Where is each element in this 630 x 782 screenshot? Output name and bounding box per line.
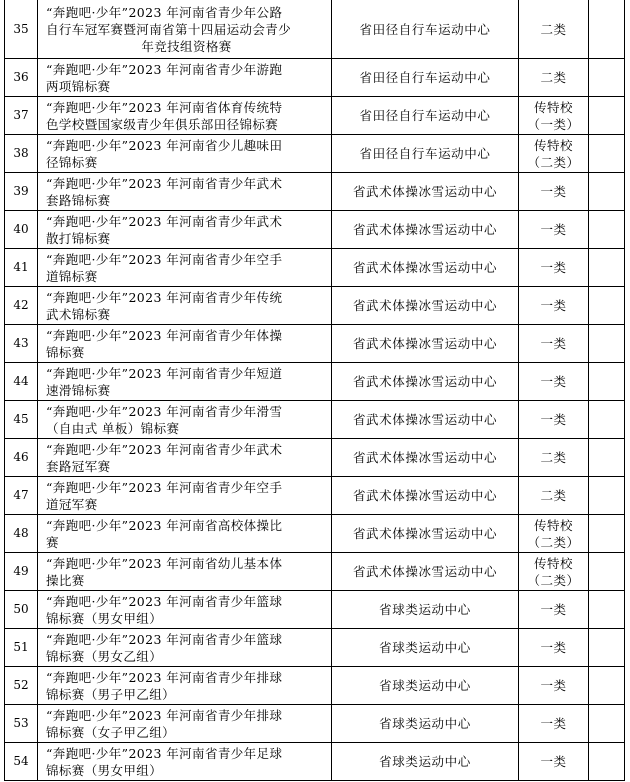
event-name-line: 武术锦标赛 bbox=[46, 306, 111, 322]
event-name-line: 锦标赛（男女乙组） bbox=[46, 648, 163, 664]
row-number: 37 bbox=[5, 97, 38, 135]
category-line: 二类 bbox=[540, 70, 567, 85]
event-name-line: 锦标赛 bbox=[46, 344, 85, 360]
row-number: 49 bbox=[5, 553, 38, 591]
remarks-cell bbox=[589, 173, 625, 211]
event-name-line: 道冠军赛 bbox=[46, 496, 98, 512]
event-name-line: 锦标赛（男女甲组） bbox=[46, 610, 163, 626]
event-name-line: 锦标赛（男子甲乙组） bbox=[46, 686, 176, 702]
event-name-line: 径锦标赛 bbox=[46, 154, 98, 170]
event-name-line: 锦标赛（女子甲乙组） bbox=[46, 724, 176, 740]
table-row bbox=[5, 439, 625, 477]
category-cell bbox=[519, 249, 589, 287]
event-name-cell bbox=[38, 553, 332, 591]
event-name-line: “奔跑吧·少年”2023 年河南省青少年武术 bbox=[46, 213, 283, 229]
organizer-cell: 省球类运动中心 bbox=[332, 667, 519, 705]
event-name-cell bbox=[38, 477, 332, 515]
row-number: 53 bbox=[5, 705, 38, 743]
event-name-cell bbox=[38, 249, 332, 287]
category-line: 一类 bbox=[540, 374, 567, 389]
remarks-cell bbox=[589, 135, 625, 173]
category-cell bbox=[519, 59, 589, 97]
category-cell bbox=[519, 439, 589, 477]
remarks-cell bbox=[589, 325, 625, 363]
category-cell bbox=[519, 0, 589, 59]
event-name-line: 两项锦标赛 bbox=[46, 78, 111, 94]
category-line: 一类 bbox=[540, 336, 567, 351]
table-row bbox=[5, 363, 625, 401]
category-cell bbox=[519, 135, 589, 173]
event-name-cell bbox=[38, 743, 332, 781]
row-number: 52 bbox=[5, 667, 38, 705]
category-line: 二类 bbox=[540, 488, 567, 503]
remarks-cell bbox=[589, 363, 625, 401]
row-number: 41 bbox=[5, 249, 38, 287]
organizer-cell: 省球类运动中心 bbox=[332, 705, 519, 743]
remarks-cell bbox=[589, 287, 625, 325]
organizer-cell: 省武术体操冰雪运动中心 bbox=[332, 363, 519, 401]
table-row bbox=[5, 629, 625, 667]
event-name-line: “奔跑吧·少年”2023 年河南省青少年传统 bbox=[46, 289, 283, 305]
row-number: 48 bbox=[5, 515, 38, 553]
organizer-cell: 省田径自行车运动中心 bbox=[332, 135, 519, 173]
organizer-cell: 省田径自行车运动中心 bbox=[332, 97, 519, 135]
category-line: （一类） bbox=[527, 116, 580, 132]
organizer-cell: 省武术体操冰雪运动中心 bbox=[332, 249, 519, 287]
organizer-cell: 省武术体操冰雪运动中心 bbox=[332, 553, 519, 591]
category-cell bbox=[519, 477, 589, 515]
category-cell bbox=[519, 287, 589, 325]
category-line: 一类 bbox=[540, 640, 567, 655]
event-name-line: “奔跑吧·少年”2023 年河南省青少年篮球 bbox=[46, 631, 283, 647]
category-cell bbox=[519, 211, 589, 249]
row-number: 36 bbox=[5, 59, 38, 97]
table-row bbox=[5, 325, 625, 363]
remarks-cell bbox=[589, 211, 625, 249]
table-row bbox=[5, 287, 625, 325]
row-number: 51 bbox=[5, 629, 38, 667]
category-line: 传特校 bbox=[533, 137, 573, 153]
category-line: （二类） bbox=[527, 572, 580, 588]
category-line: 传特校 bbox=[533, 517, 573, 533]
event-name-line: 锦标赛（男女甲组） bbox=[46, 762, 163, 778]
event-name-line: “奔跑吧·少年”2023 年河南省体育传统特 bbox=[46, 99, 283, 115]
organizer-cell: 省田径自行车运动中心 bbox=[332, 59, 519, 97]
category-line: 一类 bbox=[540, 298, 567, 313]
category-cell bbox=[519, 515, 589, 553]
category-line: 一类 bbox=[540, 754, 567, 769]
event-name-line: 散打锦标赛 bbox=[46, 230, 111, 246]
row-number: 40 bbox=[5, 211, 38, 249]
event-name-cell bbox=[38, 667, 332, 705]
table-row bbox=[5, 59, 625, 97]
event-name-line: 自行车冠军赛暨河南省第十四届运动会青少 bbox=[46, 21, 292, 37]
event-name-cell bbox=[38, 59, 332, 97]
table-row bbox=[5, 591, 625, 629]
event-name-cell bbox=[38, 591, 332, 629]
event-name-line: （自由式 单板）锦标赛 bbox=[46, 420, 180, 436]
event-name-line: “奔跑吧·少年”2023 年河南省幼儿基本体 bbox=[46, 555, 283, 571]
category-line: 一类 bbox=[540, 184, 567, 199]
event-name-line: “奔跑吧·少年”2023 年河南省青少年滑雪 bbox=[46, 403, 283, 419]
row-number: 54 bbox=[5, 743, 38, 781]
row-number: 38 bbox=[5, 135, 38, 173]
event-name-line: “奔跑吧·少年”2023 年河南省青少年游跑 bbox=[46, 61, 283, 77]
table-row bbox=[5, 0, 625, 59]
table-row bbox=[5, 553, 625, 591]
organizer-cell: 省武术体操冰雪运动中心 bbox=[332, 401, 519, 439]
event-name-line: 赛 bbox=[46, 534, 59, 550]
row-number: 42 bbox=[5, 287, 38, 325]
event-name-line: “奔跑吧·少年”2023 年河南省少儿趣味田 bbox=[46, 137, 283, 153]
event-name-line: 速滑锦标赛 bbox=[46, 382, 111, 398]
event-name-cell bbox=[38, 135, 332, 173]
remarks-cell bbox=[589, 97, 625, 135]
table-row bbox=[5, 135, 625, 173]
category-line: 二类 bbox=[540, 450, 567, 465]
organizer-cell: 省田径自行车运动中心 bbox=[332, 0, 519, 59]
event-name-cell bbox=[38, 363, 332, 401]
row-number: 35 bbox=[5, 0, 38, 59]
category-cell bbox=[519, 173, 589, 211]
row-number: 43 bbox=[5, 325, 38, 363]
category-line: 一类 bbox=[540, 716, 567, 731]
remarks-cell bbox=[589, 743, 625, 781]
category-line: 传特校 bbox=[533, 99, 573, 115]
event-name-line: “奔跑吧·少年”2023 年河南省青少年公路 bbox=[46, 4, 283, 20]
remarks-cell bbox=[589, 439, 625, 477]
organizer-cell: 省武术体操冰雪运动中心 bbox=[332, 477, 519, 515]
row-number: 46 bbox=[5, 439, 38, 477]
remarks-cell bbox=[589, 705, 625, 743]
remarks-cell bbox=[589, 477, 625, 515]
row-number: 47 bbox=[5, 477, 38, 515]
organizer-cell: 省球类运动中心 bbox=[332, 591, 519, 629]
remarks-cell bbox=[589, 553, 625, 591]
category-line: 一类 bbox=[540, 602, 567, 617]
category-cell bbox=[519, 363, 589, 401]
table-row bbox=[5, 743, 625, 781]
table-row bbox=[5, 705, 625, 743]
event-name-line: “奔跑吧·少年”2023 年河南省青少年空手 bbox=[46, 479, 283, 495]
event-name-cell bbox=[38, 515, 332, 553]
category-line: （二类） bbox=[527, 534, 580, 550]
table-row bbox=[5, 515, 625, 553]
category-cell bbox=[519, 553, 589, 591]
table-row bbox=[5, 97, 625, 135]
remarks-cell bbox=[589, 401, 625, 439]
category-line: 一类 bbox=[540, 260, 567, 275]
event-name-cell bbox=[38, 0, 332, 59]
event-name-line: “奔跑吧·少年”2023 年河南省青少年短道 bbox=[46, 365, 283, 381]
category-line: 二类 bbox=[540, 21, 567, 37]
category-line: （二类） bbox=[527, 154, 580, 170]
remarks-cell bbox=[589, 0, 625, 59]
event-name-line: “奔跑吧·少年”2023 年河南省青少年排球 bbox=[46, 669, 283, 685]
category-line: 一类 bbox=[540, 412, 567, 427]
event-name-line: “奔跑吧·少年”2023 年河南省青少年排球 bbox=[46, 707, 283, 723]
table-row bbox=[5, 249, 625, 287]
event-name-line: “奔跑吧·少年”2023 年河南省青少年武术 bbox=[46, 441, 283, 457]
remarks-cell bbox=[589, 249, 625, 287]
events-table bbox=[4, 0, 625, 781]
row-number: 44 bbox=[5, 363, 38, 401]
event-name-cell bbox=[38, 325, 332, 363]
organizer-cell: 省武术体操冰雪运动中心 bbox=[332, 173, 519, 211]
category-cell bbox=[519, 705, 589, 743]
event-name-cell bbox=[38, 439, 332, 477]
organizer-cell: 省球类运动中心 bbox=[332, 743, 519, 781]
category-line: 一类 bbox=[540, 222, 567, 237]
table-row bbox=[5, 173, 625, 211]
event-name-cell bbox=[38, 211, 332, 249]
event-name-line: “奔跑吧·少年”2023 年河南省青少年武术 bbox=[46, 175, 283, 191]
category-cell bbox=[519, 743, 589, 781]
event-name-line: “奔跑吧·少年”2023 年河南省高校体操比 bbox=[46, 517, 283, 533]
organizer-cell: 省球类运动中心 bbox=[332, 629, 519, 667]
table-row bbox=[5, 477, 625, 515]
category-cell bbox=[519, 629, 589, 667]
category-cell bbox=[519, 401, 589, 439]
event-name-cell bbox=[38, 287, 332, 325]
event-name-cell bbox=[38, 705, 332, 743]
remarks-cell bbox=[589, 629, 625, 667]
event-name-line: 套路锦标赛 bbox=[46, 192, 111, 208]
event-name-line: “奔跑吧·少年”2023 年河南省青少年篮球 bbox=[46, 593, 283, 609]
events-table-body bbox=[5, 0, 625, 781]
event-name-cell bbox=[38, 401, 332, 439]
event-name-cell bbox=[38, 629, 332, 667]
category-cell bbox=[519, 97, 589, 135]
event-name-cell bbox=[38, 173, 332, 211]
event-name-line: 道锦标赛 bbox=[46, 268, 98, 284]
row-number: 45 bbox=[5, 401, 38, 439]
organizer-cell: 省武术体操冰雪运动中心 bbox=[332, 211, 519, 249]
event-name-line: 色学校暨国家级青少年俱乐部田径锦标赛 bbox=[46, 116, 279, 132]
remarks-cell bbox=[589, 59, 625, 97]
category-cell bbox=[519, 591, 589, 629]
category-cell bbox=[519, 325, 589, 363]
row-number: 39 bbox=[5, 173, 38, 211]
table-row bbox=[5, 667, 625, 705]
event-name-cell bbox=[38, 97, 332, 135]
event-name-line: “奔跑吧·少年”2023 年河南省青少年足球 bbox=[46, 745, 283, 761]
category-line: 传特校 bbox=[533, 555, 573, 571]
organizer-cell: 省武术体操冰雪运动中心 bbox=[332, 325, 519, 363]
organizer-cell: 省武术体操冰雪运动中心 bbox=[332, 515, 519, 553]
remarks-cell bbox=[589, 515, 625, 553]
event-name-line: 操比赛 bbox=[46, 572, 85, 588]
remarks-cell bbox=[589, 667, 625, 705]
table-row bbox=[5, 211, 625, 249]
event-name-line: “奔跑吧·少年”2023 年河南省青少年空手 bbox=[46, 251, 283, 267]
category-cell bbox=[519, 667, 589, 705]
row-number: 50 bbox=[5, 591, 38, 629]
remarks-cell bbox=[589, 591, 625, 629]
category-line: 一类 bbox=[540, 678, 567, 693]
organizer-cell: 省武术体操冰雪运动中心 bbox=[332, 439, 519, 477]
organizer-cell: 省武术体操冰雪运动中心 bbox=[332, 287, 519, 325]
event-name-line: 年竞技组资格赛 bbox=[141, 38, 232, 54]
event-name-line: 套路冠军赛 bbox=[46, 458, 111, 474]
table-row bbox=[5, 401, 625, 439]
event-name-line: “奔跑吧·少年”2023 年河南省青少年体操 bbox=[46, 327, 283, 343]
